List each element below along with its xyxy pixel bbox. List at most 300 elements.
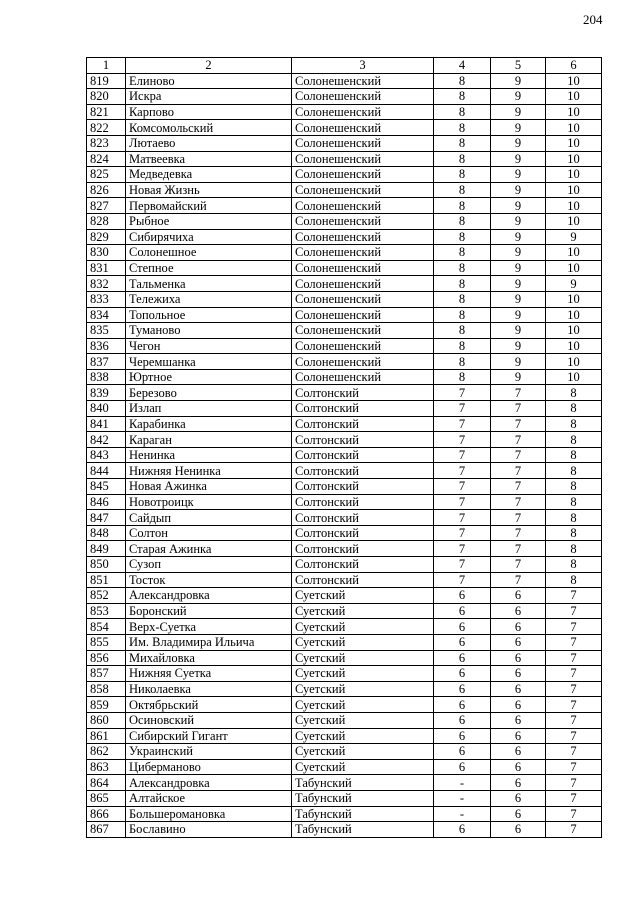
district-cell: Солонешенский xyxy=(292,120,434,136)
value-cell: 6 xyxy=(491,822,546,838)
settlement-name-cell: Матвеевка xyxy=(126,151,292,167)
settlement-name-cell: Михайловка xyxy=(126,650,292,666)
table-row xyxy=(87,634,602,650)
settlement-name-cell: Нижняя Ненинка xyxy=(126,463,292,479)
value-cell: 7 xyxy=(546,744,602,760)
value-cell: 8 xyxy=(434,120,491,136)
table-row xyxy=(87,89,602,105)
table-row xyxy=(87,104,602,120)
table-row xyxy=(87,151,602,167)
table-row xyxy=(87,572,602,588)
value-cell: 9 xyxy=(491,245,546,261)
value-cell: 6 xyxy=(434,603,491,619)
value-cell: 9 xyxy=(491,276,546,292)
district-cell: Суетский xyxy=(292,603,434,619)
table-row xyxy=(87,291,602,307)
district-cell: Солтонский xyxy=(292,525,434,541)
row-number-cell: 848 xyxy=(87,525,126,541)
value-cell: 7 xyxy=(491,510,546,526)
value-cell: 6 xyxy=(434,759,491,775)
value-cell: 10 xyxy=(546,260,602,276)
value-cell: 9 xyxy=(491,120,546,136)
row-number-cell: 849 xyxy=(87,541,126,557)
value-cell: 7 xyxy=(491,385,546,401)
value-cell: 7 xyxy=(491,463,546,479)
row-number-cell: 842 xyxy=(87,432,126,448)
value-cell: 8 xyxy=(546,463,602,479)
value-cell: 10 xyxy=(546,307,602,323)
value-cell: 8 xyxy=(546,557,602,573)
settlement-name-cell: Новая Жизнь xyxy=(126,182,292,198)
value-cell: 7 xyxy=(434,541,491,557)
value-cell: 6 xyxy=(491,681,546,697)
value-cell: 10 xyxy=(546,338,602,354)
value-cell: 7 xyxy=(434,401,491,417)
row-number-cell: 857 xyxy=(87,666,126,682)
district-cell: Солонешенский xyxy=(292,151,434,167)
value-cell: 6 xyxy=(434,619,491,635)
settlement-name-cell: Сибирский Гигант xyxy=(126,728,292,744)
value-cell: 8 xyxy=(434,260,491,276)
value-cell: 8 xyxy=(546,447,602,463)
row-number-cell: 847 xyxy=(87,510,126,526)
table-row xyxy=(87,822,602,838)
value-cell: - xyxy=(434,775,491,791)
table-row xyxy=(87,182,602,198)
value-cell: 10 xyxy=(546,167,602,183)
table-row xyxy=(87,135,602,151)
district-cell: Солтонский xyxy=(292,557,434,573)
value-cell: 6 xyxy=(491,728,546,744)
value-cell: 6 xyxy=(491,634,546,650)
district-cell: Суетский xyxy=(292,650,434,666)
settlement-name-cell: Тележиха xyxy=(126,291,292,307)
value-cell: 6 xyxy=(434,666,491,682)
value-cell: 7 xyxy=(546,697,602,713)
settlement-name-cell: Большеромановка xyxy=(126,806,292,822)
settlement-name-cell: Карабинка xyxy=(126,416,292,432)
row-number-cell: 850 xyxy=(87,557,126,573)
row-number-cell: 829 xyxy=(87,229,126,245)
value-cell: 7 xyxy=(546,619,602,635)
table-row xyxy=(87,603,602,619)
table-row xyxy=(87,806,602,822)
settlement-name-cell: Им. Владимира Ильича xyxy=(126,634,292,650)
district-cell: Солонешенский xyxy=(292,260,434,276)
table-row xyxy=(87,759,602,775)
settlements-table xyxy=(86,57,602,838)
row-number-cell: 852 xyxy=(87,588,126,604)
settlement-name-cell: Осиновский xyxy=(126,712,292,728)
value-cell: 6 xyxy=(434,634,491,650)
value-cell: 7 xyxy=(546,759,602,775)
value-cell: 10 xyxy=(546,213,602,229)
value-cell: 6 xyxy=(491,775,546,791)
value-cell: 10 xyxy=(546,135,602,151)
table-row xyxy=(87,167,602,183)
value-cell: 7 xyxy=(434,463,491,479)
settlement-name-cell: Украинский xyxy=(126,744,292,760)
value-cell: 8 xyxy=(434,338,491,354)
value-cell: 8 xyxy=(434,73,491,89)
row-number-cell: 824 xyxy=(87,151,126,167)
value-cell: 9 xyxy=(491,229,546,245)
value-cell: 6 xyxy=(434,712,491,728)
value-cell: 6 xyxy=(434,744,491,760)
value-cell: 9 xyxy=(491,182,546,198)
value-cell: 7 xyxy=(491,541,546,557)
value-cell: 8 xyxy=(434,104,491,120)
column-header: 4 xyxy=(434,58,491,74)
district-cell: Солонешенский xyxy=(292,307,434,323)
value-cell: 8 xyxy=(434,245,491,261)
district-cell: Солонешенский xyxy=(292,182,434,198)
row-number-cell: 860 xyxy=(87,712,126,728)
value-cell: 8 xyxy=(546,494,602,510)
value-cell: - xyxy=(434,806,491,822)
row-number-cell: 835 xyxy=(87,323,126,339)
table-row xyxy=(87,245,602,261)
table-row xyxy=(87,557,602,573)
district-cell: Солтонский xyxy=(292,463,434,479)
settlement-name-cell: Комсомольский xyxy=(126,120,292,136)
table-row xyxy=(87,260,602,276)
district-cell: Солонешенский xyxy=(292,73,434,89)
row-number-cell: 854 xyxy=(87,619,126,635)
district-cell: Табунский xyxy=(292,790,434,806)
table-row xyxy=(87,213,602,229)
district-cell: Суетский xyxy=(292,744,434,760)
settlement-name-cell: Елиново xyxy=(126,73,292,89)
row-number-cell: 821 xyxy=(87,104,126,120)
row-number-cell: 830 xyxy=(87,245,126,261)
column-header: 3 xyxy=(292,58,434,74)
value-cell: 8 xyxy=(434,307,491,323)
table-row xyxy=(87,338,602,354)
column-header: 1 xyxy=(87,58,126,74)
table-row xyxy=(87,447,602,463)
table-row xyxy=(87,369,602,385)
row-number-cell: 838 xyxy=(87,369,126,385)
value-cell: 7 xyxy=(434,447,491,463)
value-cell: 8 xyxy=(434,323,491,339)
table-row xyxy=(87,728,602,744)
table-row xyxy=(87,525,602,541)
district-cell: Суетский xyxy=(292,666,434,682)
value-cell: 8 xyxy=(546,541,602,557)
row-number-cell: 825 xyxy=(87,167,126,183)
value-cell: 8 xyxy=(434,151,491,167)
table-row xyxy=(87,712,602,728)
row-number-cell: 822 xyxy=(87,120,126,136)
value-cell: 7 xyxy=(434,432,491,448)
district-cell: Солонешенский xyxy=(292,213,434,229)
row-number-cell: 831 xyxy=(87,260,126,276)
value-cell: 7 xyxy=(546,728,602,744)
value-cell: 8 xyxy=(546,401,602,417)
settlement-name-cell: Николаевка xyxy=(126,681,292,697)
row-number-cell: 851 xyxy=(87,572,126,588)
table-row xyxy=(87,120,602,136)
value-cell: 10 xyxy=(546,245,602,261)
value-cell: 6 xyxy=(434,697,491,713)
value-cell: 7 xyxy=(546,790,602,806)
value-cell: 8 xyxy=(546,432,602,448)
row-number-cell: 833 xyxy=(87,291,126,307)
settlement-name-cell: Боронский xyxy=(126,603,292,619)
district-cell: Солонешенский xyxy=(292,167,434,183)
value-cell: 7 xyxy=(491,416,546,432)
value-cell: 7 xyxy=(491,525,546,541)
settlement-name-cell: Сузоп xyxy=(126,557,292,573)
row-number-cell: 827 xyxy=(87,198,126,214)
value-cell: 8 xyxy=(434,167,491,183)
value-cell: 6 xyxy=(491,588,546,604)
settlement-name-cell: Алтайское xyxy=(126,790,292,806)
value-cell: 6 xyxy=(491,650,546,666)
value-cell: 9 xyxy=(491,369,546,385)
district-cell: Суетский xyxy=(292,759,434,775)
value-cell: 6 xyxy=(491,790,546,806)
value-cell: 7 xyxy=(491,432,546,448)
row-number-cell: 837 xyxy=(87,354,126,370)
value-cell: 6 xyxy=(434,650,491,666)
settlement-name-cell: Бославино xyxy=(126,822,292,838)
district-cell: Солтонский xyxy=(292,479,434,495)
district-cell: Солонешенский xyxy=(292,354,434,370)
value-cell: 7 xyxy=(434,416,491,432)
district-cell: Суетский xyxy=(292,588,434,604)
value-cell: 10 xyxy=(546,182,602,198)
table-body xyxy=(87,73,602,837)
value-cell: 10 xyxy=(546,323,602,339)
district-cell: Солонешенский xyxy=(292,89,434,105)
value-cell: 7 xyxy=(491,572,546,588)
district-cell: Солонешенский xyxy=(292,104,434,120)
district-cell: Солтонский xyxy=(292,416,434,432)
value-cell: 7 xyxy=(546,681,602,697)
row-number-cell: 820 xyxy=(87,89,126,105)
value-cell: 7 xyxy=(546,666,602,682)
district-cell: Солтонский xyxy=(292,432,434,448)
table-row xyxy=(87,619,602,635)
value-cell: 8 xyxy=(434,276,491,292)
settlement-name-cell: Сибирячиха xyxy=(126,229,292,245)
value-cell: 7 xyxy=(546,603,602,619)
district-cell: Суетский xyxy=(292,712,434,728)
value-cell: 7 xyxy=(434,494,491,510)
settlement-name-cell: Ненинка xyxy=(126,447,292,463)
row-number-cell: 843 xyxy=(87,447,126,463)
table-row xyxy=(87,323,602,339)
value-cell: 9 xyxy=(491,354,546,370)
value-cell: 6 xyxy=(491,744,546,760)
value-cell: 8 xyxy=(434,213,491,229)
row-number-cell: 846 xyxy=(87,494,126,510)
value-cell: 7 xyxy=(546,775,602,791)
settlement-name-cell: Излап xyxy=(126,401,292,417)
row-number-cell: 823 xyxy=(87,135,126,151)
value-cell: 7 xyxy=(434,385,491,401)
row-number-cell: 856 xyxy=(87,650,126,666)
value-cell: 8 xyxy=(546,385,602,401)
district-cell: Солтонский xyxy=(292,541,434,557)
settlement-name-cell: Медведевка xyxy=(126,167,292,183)
value-cell: 10 xyxy=(546,89,602,105)
row-number-cell: 858 xyxy=(87,681,126,697)
value-cell: 9 xyxy=(491,338,546,354)
settlement-name-cell: Солтон xyxy=(126,525,292,541)
table-row xyxy=(87,790,602,806)
row-number-cell: 819 xyxy=(87,73,126,89)
value-cell: 6 xyxy=(491,697,546,713)
table-row xyxy=(87,697,602,713)
value-cell: 6 xyxy=(434,588,491,604)
table-row xyxy=(87,198,602,214)
row-number-cell: 845 xyxy=(87,479,126,495)
row-number-cell: 859 xyxy=(87,697,126,713)
value-cell: 9 xyxy=(491,135,546,151)
row-number-cell: 867 xyxy=(87,822,126,838)
value-cell: 7 xyxy=(434,525,491,541)
district-cell: Солтонский xyxy=(292,494,434,510)
row-number-cell: 828 xyxy=(87,213,126,229)
value-cell: 9 xyxy=(491,89,546,105)
district-cell: Табунский xyxy=(292,775,434,791)
value-cell: 8 xyxy=(546,479,602,495)
settlement-name-cell: Караган xyxy=(126,432,292,448)
table-row xyxy=(87,650,602,666)
settlement-name-cell: Циберманово xyxy=(126,759,292,775)
value-cell: 6 xyxy=(491,806,546,822)
settlement-name-cell: Топольное xyxy=(126,307,292,323)
value-cell: 8 xyxy=(546,525,602,541)
district-cell: Солонешенский xyxy=(292,291,434,307)
row-number-cell: 862 xyxy=(87,744,126,760)
settlement-name-cell: Александровка xyxy=(126,588,292,604)
value-cell: 7 xyxy=(546,634,602,650)
value-cell: 8 xyxy=(434,291,491,307)
row-number-cell: 836 xyxy=(87,338,126,354)
table-row xyxy=(87,541,602,557)
value-cell: 7 xyxy=(491,494,546,510)
table-row xyxy=(87,775,602,791)
settlement-name-cell: Черемшанка xyxy=(126,354,292,370)
value-cell: 9 xyxy=(491,104,546,120)
settlement-name-cell: Чегон xyxy=(126,338,292,354)
settlement-name-cell: Искра xyxy=(126,89,292,105)
value-cell: 7 xyxy=(434,572,491,588)
settlement-name-cell: Сайдып xyxy=(126,510,292,526)
value-cell: 7 xyxy=(546,806,602,822)
table-row xyxy=(87,307,602,323)
district-cell: Табунский xyxy=(292,822,434,838)
table-row xyxy=(87,401,602,417)
page-number: 204 xyxy=(583,12,603,27)
district-cell: Солонешенский xyxy=(292,245,434,261)
district-cell: Суетский xyxy=(292,697,434,713)
district-cell: Солтонский xyxy=(292,385,434,401)
settlement-name-cell: Лютаево xyxy=(126,135,292,151)
value-cell: 8 xyxy=(434,135,491,151)
row-number-cell: 864 xyxy=(87,775,126,791)
table-row xyxy=(87,494,602,510)
district-cell: Солонешенский xyxy=(292,135,434,151)
table-row xyxy=(87,463,602,479)
value-cell: 9 xyxy=(491,167,546,183)
settlement-name-cell: Первомайский xyxy=(126,198,292,214)
row-number-cell: 832 xyxy=(87,276,126,292)
district-cell: Суетский xyxy=(292,728,434,744)
row-number-cell: 844 xyxy=(87,463,126,479)
settlement-name-cell: Туманово xyxy=(126,323,292,339)
settlement-name-cell: Новая Ажинка xyxy=(126,479,292,495)
row-number-cell: 866 xyxy=(87,806,126,822)
column-header: 2 xyxy=(126,58,292,74)
value-cell: 9 xyxy=(491,198,546,214)
district-cell: Суетский xyxy=(292,634,434,650)
value-cell: 7 xyxy=(491,479,546,495)
value-cell: 7 xyxy=(546,822,602,838)
table-row xyxy=(87,510,602,526)
settlement-name-cell: Карпово xyxy=(126,104,292,120)
value-cell: 7 xyxy=(434,510,491,526)
value-cell: 6 xyxy=(491,603,546,619)
value-cell: 9 xyxy=(491,307,546,323)
value-cell: 10 xyxy=(546,354,602,370)
value-cell: 7 xyxy=(546,712,602,728)
row-number-cell: 834 xyxy=(87,307,126,323)
column-header: 5 xyxy=(491,58,546,74)
district-cell: Суетский xyxy=(292,681,434,697)
table-row xyxy=(87,229,602,245)
district-cell: Солтонский xyxy=(292,572,434,588)
value-cell: 6 xyxy=(434,822,491,838)
settlement-name-cell: Верх-Суетка xyxy=(126,619,292,635)
row-number-cell: 826 xyxy=(87,182,126,198)
value-cell: 7 xyxy=(434,479,491,495)
value-cell: 7 xyxy=(434,557,491,573)
settlement-name-cell: Октябрьский xyxy=(126,697,292,713)
row-number-cell: 839 xyxy=(87,385,126,401)
value-cell: 8 xyxy=(434,89,491,105)
value-cell: 9 xyxy=(491,213,546,229)
value-cell: 10 xyxy=(546,198,602,214)
district-cell: Солонешенский xyxy=(292,369,434,385)
table-row xyxy=(87,432,602,448)
row-number-cell: 855 xyxy=(87,634,126,650)
settlement-name-cell: Березово xyxy=(126,385,292,401)
table-row xyxy=(87,385,602,401)
value-cell: 9 xyxy=(546,276,602,292)
value-cell: 8 xyxy=(434,229,491,245)
settlement-name-cell: Тальменка xyxy=(126,276,292,292)
settlement-name-cell: Степное xyxy=(126,260,292,276)
row-number-cell: 853 xyxy=(87,603,126,619)
row-number-cell: 861 xyxy=(87,728,126,744)
row-number-cell: 840 xyxy=(87,401,126,417)
value-cell: 7 xyxy=(491,557,546,573)
table-row xyxy=(87,588,602,604)
table-row xyxy=(87,744,602,760)
value-cell: 7 xyxy=(491,401,546,417)
settlement-name-cell: Александровка xyxy=(126,775,292,791)
district-cell: Солтонский xyxy=(292,401,434,417)
value-cell: 8 xyxy=(546,572,602,588)
settlement-name-cell: Юртное xyxy=(126,369,292,385)
value-cell: 8 xyxy=(434,369,491,385)
row-number-cell: 841 xyxy=(87,416,126,432)
